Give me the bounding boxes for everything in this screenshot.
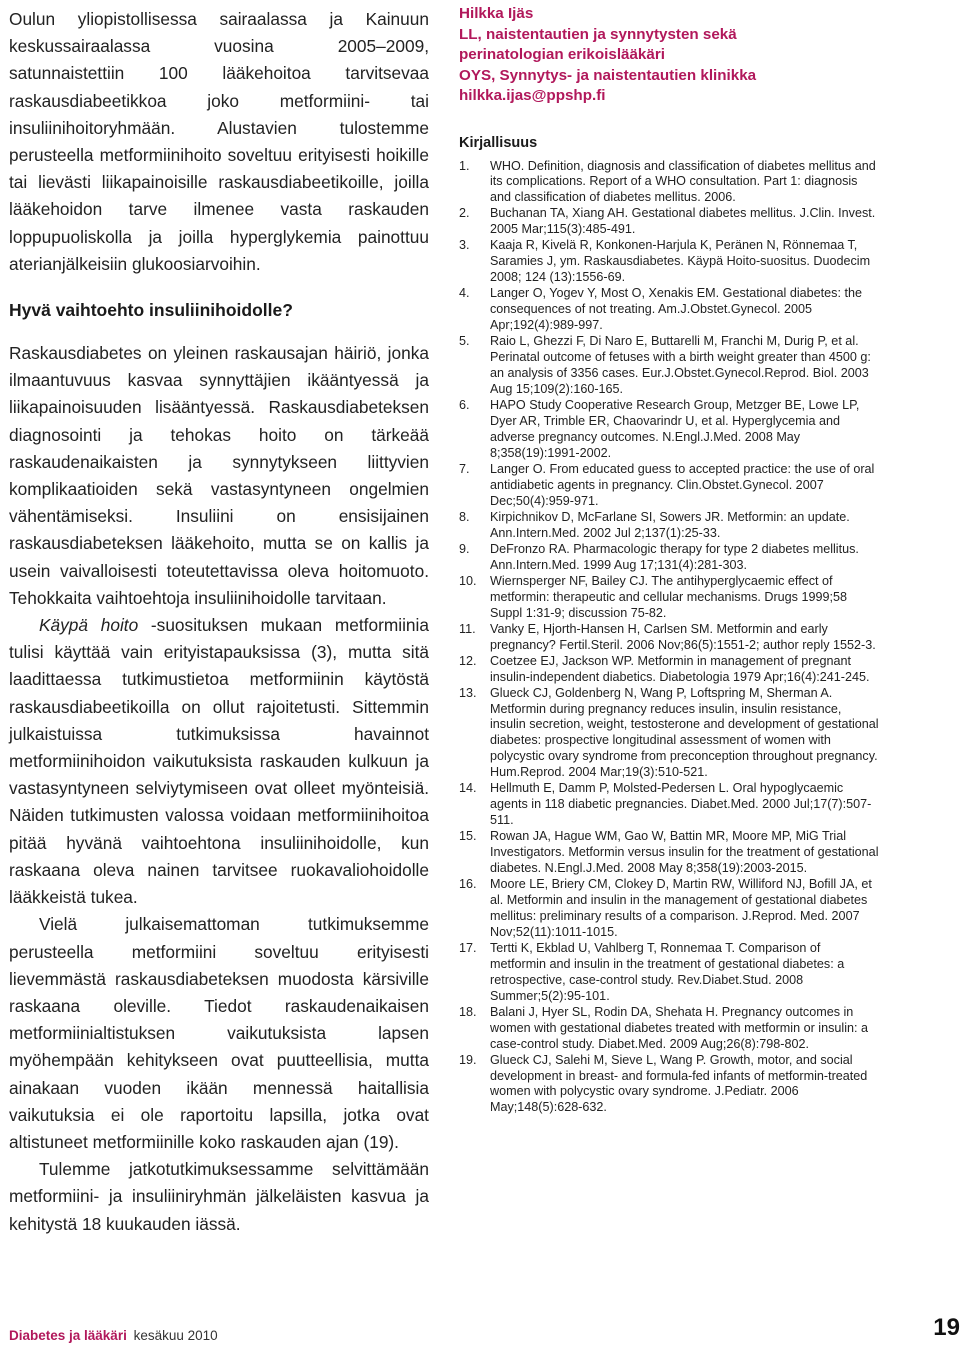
reference-text: Glueck CJ, Goldenberg N, Wang P, Loftspring M, Sherman A. Metformin during pregnancy reduces insulin, insulin resistance, insulin secretion, weight, testosterone and development of gestational diabetes: prospective longitudinal assessment of women with polycystic ovary syndrome from preconception throughout pregnancy. Hum.Reprod. 2004 Mar;19(3):510-521. [490, 685, 879, 780]
reference-item [459, 398, 879, 462]
reference-item [459, 829, 879, 877]
paragraph-study: Vielä julkaisemattoman tutkimuksemme perusteella metformiini soveltuu erityisesti lievemmästä raskausdiabeteksen muodosta kärsiville raskaana oleville. Tiedot raskaudenaikaisen metformiinialtistuksen vaikutuksista lapsen myöhempään kehitykseen ovat puutteellisia, mutta ainakaan vuoden ikään mennessä haitallisia vaikutuksia ei ole raportoitu lapsilla, jotka ovat altistuneet metformiinille koko raskauden ajan (19). [9, 914, 429, 1152]
magazine-name: Diabetes ja lääkäri [9, 1328, 127, 1343]
reference-number: 6. [459, 398, 470, 413]
reference-text: Kirpichnikov D, McFarlane SI, Sowers JR. Metformin: an update. Ann.Intern.Med. 2002 Jul 2;137(1):25-33. [490, 509, 850, 540]
reference-text: Wiernsperger NF, Bailey CJ. The antihyperglycaemic effect of metformin: therapeutic and cellular mechanisms. Drugs 1999;58 Suppl 1:31-9; discussion 75-82. [490, 573, 847, 620]
reference-item [459, 781, 879, 829]
reference-text: Raio L, Ghezzi F, Di Naro E, Buttarelli M, Franchi M, Durig P, et al. Perinatal outcome of fetuses with a birth weight greater than 4500 g: an analysis of 3356 cases. Eur.J.Obstet.Gynecol.Reprod. Biol. 2003 Aug 15;109(2):160-165. [490, 334, 871, 396]
reference-number: 14. [459, 781, 477, 796]
reference-number: 2. [459, 206, 470, 221]
reference-item [459, 1005, 879, 1053]
reference-number: 18. [459, 1004, 477, 1019]
reference-text: Moore LE, Briery CM, Clokey D, Martin RW, Williford NJ, Bofill JA, et al. Metformin and insulin in the management of gestational diabetes mellitus: preliminary results of a comparison. J.Reprod. Med. 2007 Nov;52(11):1011-1015. [490, 877, 872, 939]
reference-number: 1. [459, 158, 470, 173]
paragraph-intro: Oulun yliopistollisessa sairaalassa ja Kainuun keskussairaalassa vuosina 2005–2009, satunnaistettiin 100 lääkehoitoa tarvitsevaa raskausdiabeetikkoa joko metformiini- tai insuliinihoitoryhmään. Alustavien tulostemme perusteella metformiinihoito soveltuu erityisesti hoikille tai lievästi liikapainoisille raskausdiabeetikoille, joilla lääkehoidon tarve ilmenee vasta raskauden loppupuoliskolla ja joilla hyperglykemia painottuu aterianjälkeisiin glukoosiarvoihin. [9, 9, 429, 274]
reference-number: 11. [459, 621, 476, 636]
reference-item [459, 238, 879, 286]
reference-number: 7. [459, 461, 470, 476]
reference-item [459, 574, 879, 622]
reference-item [459, 159, 879, 207]
author-clinic: OYS, Synnytys- ja naistentautien klinikka [459, 66, 757, 84]
sidebar [459, 4, 879, 1116]
author-title-line2: perinatologian erikoislääkäri [459, 46, 665, 63]
reference-text: Vanky E, Hjorth-Hansen H, Carlsen SM. Metformin and early pregnancy? Fertil.Steril. 2006 Nov;86(5):1551-2; author reply 1552-3. [490, 621, 876, 652]
reference-item [459, 654, 879, 686]
section-heading: Hyvä vaihtoehto insuliinihoidolle? [9, 300, 293, 321]
author-email[interactable]: hilkka.ijas@ppshp.fi [459, 87, 606, 104]
reference-text: Kaaja R, Kivelä R, Konkonen-Harjula K, Peränen N, Rönnemaa T, Saramies J, ym. Raskausdiabetes. Käypä Hoito-suositus. Duodecim 2008; 124 (13):1556-69. [490, 238, 871, 285]
reference-text: Hellmuth E, Damm P, Molsted-Pedersen L. Oral hypoglycaemic agents in 118 diabetic pregnancies. Diabet.Med. 2000 Jul;17(7):507-511. [490, 781, 872, 828]
footer [9, 1328, 218, 1343]
reference-text: HAPO Study Cooperative Research Group, Metzger BE, Lowe LP, Dyer AR, Trimble ER, Chaovarindr U, et al. Hyperglycemia and adverse pregnancy outcomes. N.Engl.J.Med. 2008 May 8;358(19):1991-2002. [490, 398, 860, 460]
author-name: Hilkka Ijäs [459, 5, 534, 22]
reference-text: WHO. Definition, diagnosis and classification of diabetes mellitus and its complications. Report of a WHO consultation. Part 1: diagnosis and classification of diabetes mellitus. 2006. [490, 158, 876, 205]
reference-number: 9. [459, 541, 470, 556]
reference-text: Balani J, Hyer SL, Rodin DA, Shehata H. Pregnancy outcomes in women with gestational diabetes treated with metformin or insulin: a case-control study. Diabet.Med. 2009 Aug;26(8):798-802. [490, 1004, 869, 1051]
reference-number: 3. [459, 238, 470, 253]
reference-number: 19. [459, 1052, 477, 1067]
reference-text: Coetzee EJ, Jackson WP. Metformin in management of pregnant insulin-independent diabetics. Diabetologia 1979 Apr;16(4):241-245. [490, 653, 870, 684]
reference-number: 16. [459, 877, 477, 892]
reference-item [459, 206, 879, 238]
reference-item [459, 286, 879, 334]
reference-number: 17. [459, 940, 477, 955]
page-number: 19 [933, 1314, 960, 1341]
reference-text: Rowan JA, Hague WM, Gao W, Battin MR, Moore MP, MiG Trial Investigators. Metformin versus insulin for the treatment of gestational diabetes. N.Engl.J.Med. 2008 May 8;358(19):2003-2015. [490, 829, 879, 875]
reference-item [459, 510, 879, 542]
reference-number: 10. [459, 573, 477, 588]
reference-text: Glueck CJ, Salehi M, Sieve L, Wang P. Growth, motor, and social development in breast- and formula-fed infants of metformin-treated women with polycystic ovary syndrome. J.Pediatr. 2006 May;148(5):628-632. [490, 1052, 868, 1115]
author-block [459, 4, 879, 107]
reference-number: 8. [459, 509, 470, 524]
paragraph-followup: Tulemme jatkotutkimuksessamme selvittämään metformiini- ja insuliiniryhmän jälkeläisten kasvua ja kehitystä 18 kuukauden iässä. [9, 1159, 429, 1234]
paragraph-background: Raskausdiabetes on yleinen raskausajan häiriö, jonka ilmaantuvuus kasvaa synnyttäjien ikääntyessä ja liikapainoisuuden lisääntyessä. Raskausdiabeteksen diagnosointi ja tehokas hoito on tärkeää raskaudenaikaisten ja synnytykseen liittyvien komplikaatioiden sekä vastasyntyneen ongelmien vähentämiseksi. Insuliini on ensisijainen raskausdiabeteksen lääkehoito, mutta se on kallis ja usein vaivalloisesti toteutettavissa oleva hoitomuoto. Tehokkaita vaihtoehtoja insuliinihoidolle tarvitaan. [9, 343, 429, 608]
reference-item [459, 686, 879, 781]
reference-item [459, 462, 879, 510]
reference-text: Langer O. From educated guess to accepted practice: the use of oral antidiabetic agents in pregnancy. Clin.Obstet.Gynecol. 2007 Dec;50(4):959-971. [490, 461, 875, 508]
reference-number: 15. [459, 829, 477, 844]
reference-item [459, 334, 879, 398]
author-title-line1: LL, naistentautien ja synnytysten sekä [459, 25, 737, 43]
reference-number: 5. [459, 334, 470, 349]
reference-text: Buchanan TA, Xiang AH. Gestational diabetes mellitus. J.Clin. Invest. 2005 Mar;115(3):485-491. [490, 206, 876, 237]
reference-item [459, 941, 879, 1005]
reference-item [459, 542, 879, 574]
reference-number: 4. [459, 286, 470, 301]
reference-item [459, 622, 879, 654]
guideline-name: Käypä hoito [39, 615, 139, 636]
reference-item [459, 1053, 879, 1117]
references-title: Kirjallisuus [459, 134, 538, 151]
reference-number: 12. [459, 653, 477, 668]
reference-item [459, 877, 879, 941]
article-body [9, 6, 429, 1238]
paragraph-guideline [9, 612, 429, 911]
reference-text: Langer O, Yogev Y, Most O, Xenakis EM. Gestational diabetes: the consequences of not treating. Am.J.Obstet.Gynecol. 2005 Apr;192(4):989-997. [490, 286, 862, 333]
reference-text: Tertti K, Ekblad U, Vahlberg T, Ronnemaa T. Comparison of metformin and insulin in the treatment of gestational diabetes: a retrospective, case-control study. Rev.Diabet.Stud. 2008 Summer;5(2):95-101. [490, 940, 845, 1003]
issue-date: kesäkuu 2010 [133, 1328, 218, 1343]
reference-text: DeFronzo RA. Pharmacologic therapy for type 2 diabetes mellitus. Ann.Intern.Med. 1999 Aug 17;131(4):281-303. [490, 541, 859, 572]
references-list [459, 159, 879, 1117]
paragraph-guideline-text: -suosituksen mukaan metformiinia tulisi käyttää vain erityistapauksissa (3), mutta sitä laadittaessa tutkimustietoa metformiinin käytöstä raskausdiabeetikoilla on ollut rajoitetusti. Sittemmin julkaistuissa tutkimuksissa havainnot metformiinihoidon vaikutuksista raskauden kulkuun ja vastasyntyneen selviytymiseen ovat olleet myönteisiä. Näiden tutkimusten valossa voidaan metformiinihoitoa pitää hyvänä vaihtoehtona insuliinihoidolle, kun raskaana oleva nainen tarvitsee ruokavaliohoidolle lääkkeistä tukea. [9, 615, 429, 908]
reference-number: 13. [459, 685, 477, 700]
